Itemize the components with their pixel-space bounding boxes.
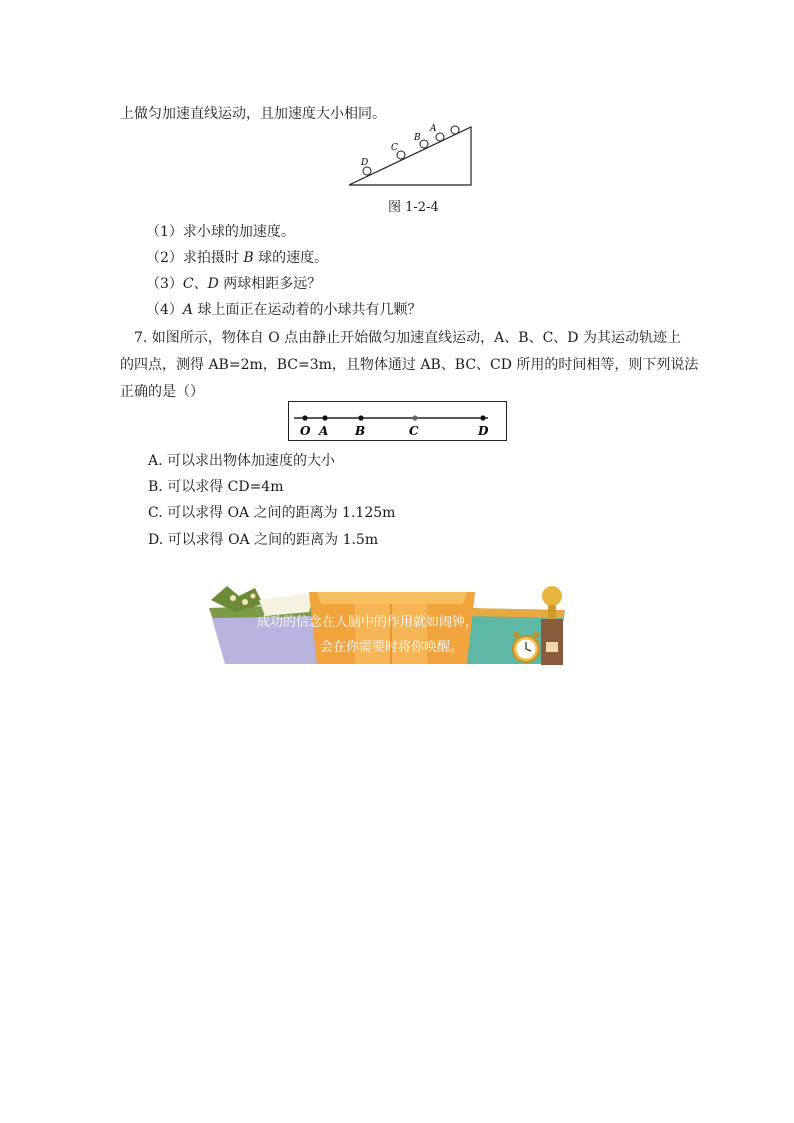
- flower-icon: [230, 595, 236, 601]
- label-b: B: [414, 133, 421, 143]
- trophy-plaque: [546, 642, 558, 652]
- label-o: O: [300, 424, 311, 438]
- option-a: A. 可以求出物体加速度的大小: [148, 453, 336, 469]
- option-b: B. 可以求得 CD=4m: [148, 479, 284, 495]
- sub-question-2-var: B: [243, 250, 254, 266]
- ball-top: [451, 126, 459, 134]
- clock-bell-left: [513, 632, 519, 638]
- point-a: [322, 415, 327, 420]
- sub-question-2-prefix: （2）求拍摄时: [146, 250, 244, 266]
- sub-question-4-rest: 球上面正在运动着的小球共有几颗？: [193, 302, 422, 318]
- trophy-stem: [548, 605, 556, 619]
- label-c: C: [391, 143, 398, 153]
- label-a: A: [430, 124, 437, 134]
- point-c: [412, 415, 417, 420]
- sub-question-3: [146, 274, 321, 294]
- point-b: [358, 415, 363, 420]
- sub-question-1: [146, 222, 295, 242]
- banner-line-1: 成功的信念在人脑中的作用就如闹钟，: [257, 615, 479, 630]
- point-o: [302, 415, 307, 420]
- sub-question-3-var: C、D: [182, 276, 219, 292]
- q7-line-3: 正确的是（）: [120, 384, 204, 400]
- sub-question-3-prefix: （3）: [146, 276, 183, 292]
- sub-question-2: [146, 248, 328, 268]
- point-d: [480, 415, 485, 420]
- sub-question-3-rest: 两球相距多远？: [218, 276, 322, 292]
- ball-a: [436, 133, 444, 141]
- label-point-c: C: [409, 424, 419, 438]
- label-d: D: [361, 158, 369, 168]
- flower-icon-2: [242, 599, 248, 605]
- incline-figure: [345, 120, 475, 190]
- ball-c: [397, 151, 405, 159]
- clock-bell-right: [533, 632, 539, 638]
- sub-question-2-rest: 球的速度。: [253, 250, 329, 266]
- label-point-d: D: [478, 424, 489, 438]
- flower-icon-3: [251, 594, 256, 599]
- sub-question-1-text: （1）求小球的加速度。: [146, 224, 295, 240]
- label-point-a: A: [319, 424, 329, 438]
- ball-d: [363, 167, 371, 175]
- banner-line-2: 会在你需要时将你唤醒。: [320, 640, 464, 655]
- figure-caption: 图 1-2-4: [388, 200, 439, 215]
- motivation-banner: [205, 582, 580, 668]
- intro-text: 上做匀加速直线运动，且加速度大小相同。: [120, 106, 386, 122]
- ball-b: [420, 140, 428, 148]
- sub-question-4-prefix: （4）: [146, 302, 183, 318]
- trophy-icon: [542, 586, 562, 606]
- option-c: C. 可以求得 OA 之间的距离为 1.125m: [148, 505, 396, 521]
- q7-line-2: 的四点，测得 AB=2m，BC=3m，且物体通过 AB、BC、CD 所用的时间相等，则下列说法: [120, 357, 699, 373]
- sub-question-4-var: A: [182, 302, 194, 318]
- sub-question-4: [146, 300, 422, 320]
- label-point-b: B: [355, 424, 366, 438]
- incline-triangle: [349, 127, 471, 185]
- option-d: D. 可以求得 OA 之间的距离为 1.5m: [148, 532, 379, 548]
- trajectory-figure: [288, 401, 508, 442]
- q7-line-1: 7. 如图所示，物体自 O 点由静止开始做匀加速直线运动，A、B、C、D 为其运动轨迹上: [134, 330, 681, 346]
